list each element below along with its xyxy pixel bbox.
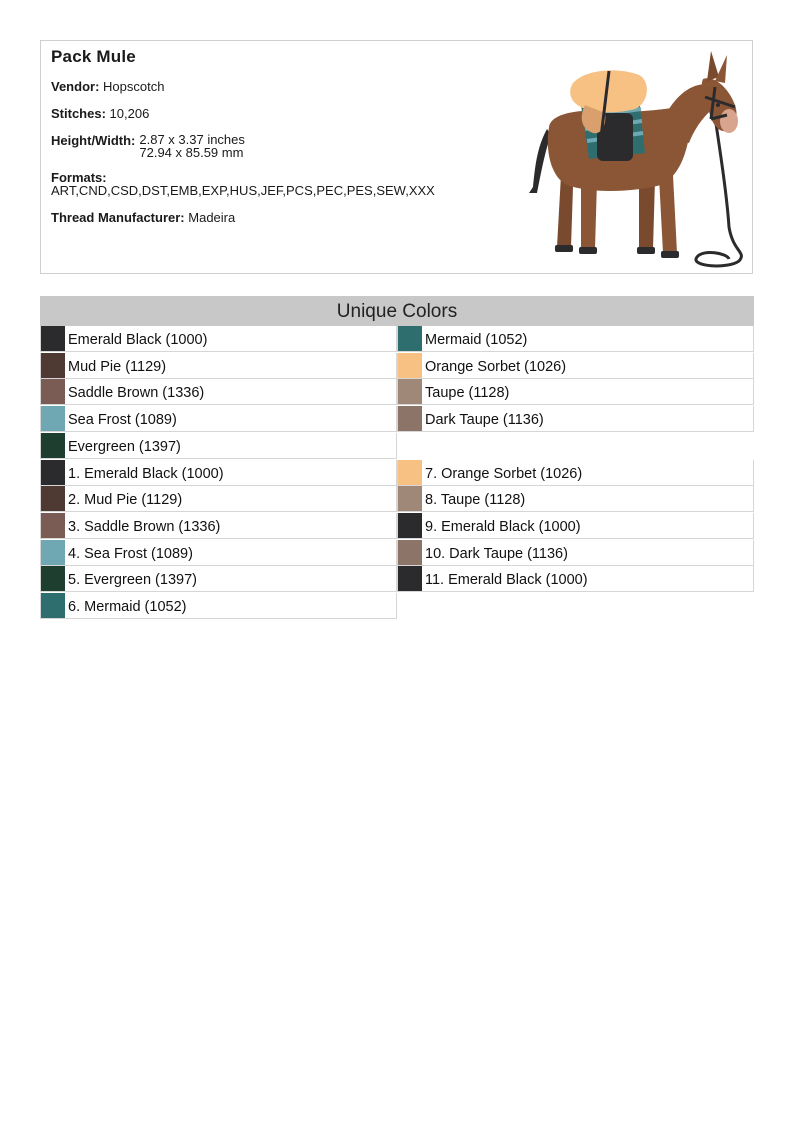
color-row	[40, 433, 397, 459]
color-row	[40, 326, 397, 352]
color-swatch	[41, 353, 65, 378]
stitches-row	[51, 106, 481, 121]
color-label: Evergreen (1397)	[68, 438, 181, 455]
hoof	[661, 251, 679, 258]
pack-mule-illustration	[489, 47, 749, 269]
tail	[529, 129, 551, 193]
color-row	[40, 593, 397, 619]
thread-label: Thread Manufacturer:	[51, 210, 185, 225]
color-swatch	[41, 566, 65, 591]
fore-leg-front	[659, 175, 677, 253]
color-row	[397, 353, 754, 379]
lead-rope	[696, 117, 741, 266]
color-row	[40, 379, 397, 405]
color-swatch	[41, 593, 65, 618]
color-row	[40, 460, 397, 486]
color-label: 2. Mud Pie (1129)	[68, 492, 183, 509]
color-label: 6. Mermaid (1052)	[68, 599, 187, 615]
color-label: Dark Taupe (1136)	[425, 412, 544, 429]
color-swatch	[398, 460, 422, 485]
color-row	[397, 513, 754, 539]
color-swatch	[41, 326, 65, 351]
color-row	[397, 540, 754, 566]
color-label: Mud Pie (1129)	[68, 358, 167, 375]
color-label: 11. Emerald Black (1000)	[425, 572, 588, 589]
unique-colors-header: Unique Colors	[40, 296, 754, 326]
eye	[716, 103, 720, 107]
height-width-row	[51, 133, 481, 159]
formats-value: ART,CND,CSD,DST,EMB,EXP,HUS,JEF,PCS,PEC,PES,SEW,XXX	[51, 183, 435, 198]
height-width-inches: 2.87 x 3.37 inches	[139, 132, 245, 147]
hoof	[579, 247, 597, 254]
color-label: Mermaid (1052)	[425, 332, 528, 348]
color-swatch	[398, 566, 422, 591]
thread-value: Madeira	[188, 210, 236, 225]
color-swatch	[398, 486, 422, 511]
color-label: Sea Frost (1089)	[68, 412, 177, 429]
color-swatch	[398, 406, 422, 431]
height-width-mm: 72.94 x 85.59 mm	[139, 145, 244, 160]
color-row	[40, 513, 397, 539]
color-row	[40, 566, 397, 592]
color-row	[397, 326, 754, 352]
color-swatch	[41, 460, 65, 485]
color-label: Saddle Brown (1336)	[68, 385, 205, 402]
color-label: 8. Taupe (1128)	[425, 492, 526, 509]
hoof	[637, 247, 655, 254]
color-swatch	[41, 406, 65, 431]
color-label: 10. Dark Taupe (1136)	[425, 545, 568, 562]
color-label: 7. Orange Sorbet (1026)	[425, 465, 583, 482]
vendor-label: Vendor:	[51, 79, 100, 94]
color-label: Taupe (1128)	[425, 385, 510, 402]
design-info-card	[40, 40, 753, 274]
vendor-value: Hopscotch	[103, 79, 165, 94]
color-swatch	[398, 513, 422, 538]
stitches-label: Stitches:	[51, 106, 106, 121]
color-swatch	[41, 540, 65, 565]
color-row	[397, 486, 754, 512]
color-swatch	[41, 513, 65, 538]
color-label: 3. Saddle Brown (1336)	[68, 518, 221, 535]
color-row	[397, 460, 754, 486]
color-swatch	[41, 486, 65, 511]
height-width-values	[139, 133, 245, 159]
color-row	[40, 353, 397, 379]
hoof	[555, 245, 573, 252]
color-label: 5. Evergreen (1397)	[68, 572, 197, 589]
color-label: 4. Sea Frost (1089)	[68, 545, 193, 562]
color-row	[397, 379, 754, 405]
color-swatch	[398, 353, 422, 378]
color-swatch	[398, 540, 422, 565]
height-width-label: Height/Width:	[51, 133, 136, 148]
color-swatch	[41, 433, 65, 458]
formats-row	[51, 171, 481, 198]
design-details	[51, 47, 481, 237]
color-row	[397, 566, 754, 592]
color-swatch	[398, 326, 422, 351]
color-row	[40, 486, 397, 512]
fore-leg-back	[639, 179, 655, 249]
color-swatch	[398, 379, 422, 404]
ear	[715, 55, 727, 83]
color-label: 1. Emerald Black (1000)	[68, 465, 224, 482]
unique-colors-table	[40, 296, 754, 615]
design-title: Pack Mule	[51, 47, 136, 66]
color-row	[40, 406, 397, 432]
thread-row	[51, 210, 481, 225]
color-swatch	[41, 379, 65, 404]
stitches-value: 10,206	[109, 106, 150, 121]
color-label: Orange Sorbet (1026)	[425, 358, 567, 375]
color-row	[397, 406, 754, 432]
color-label: Emerald Black (1000)	[68, 332, 208, 348]
color-label: 9. Emerald Black (1000)	[425, 518, 581, 535]
muzzle	[720, 109, 738, 133]
color-row	[40, 540, 397, 566]
formats-label: Formats:	[51, 170, 107, 185]
vendor-row	[51, 79, 481, 94]
